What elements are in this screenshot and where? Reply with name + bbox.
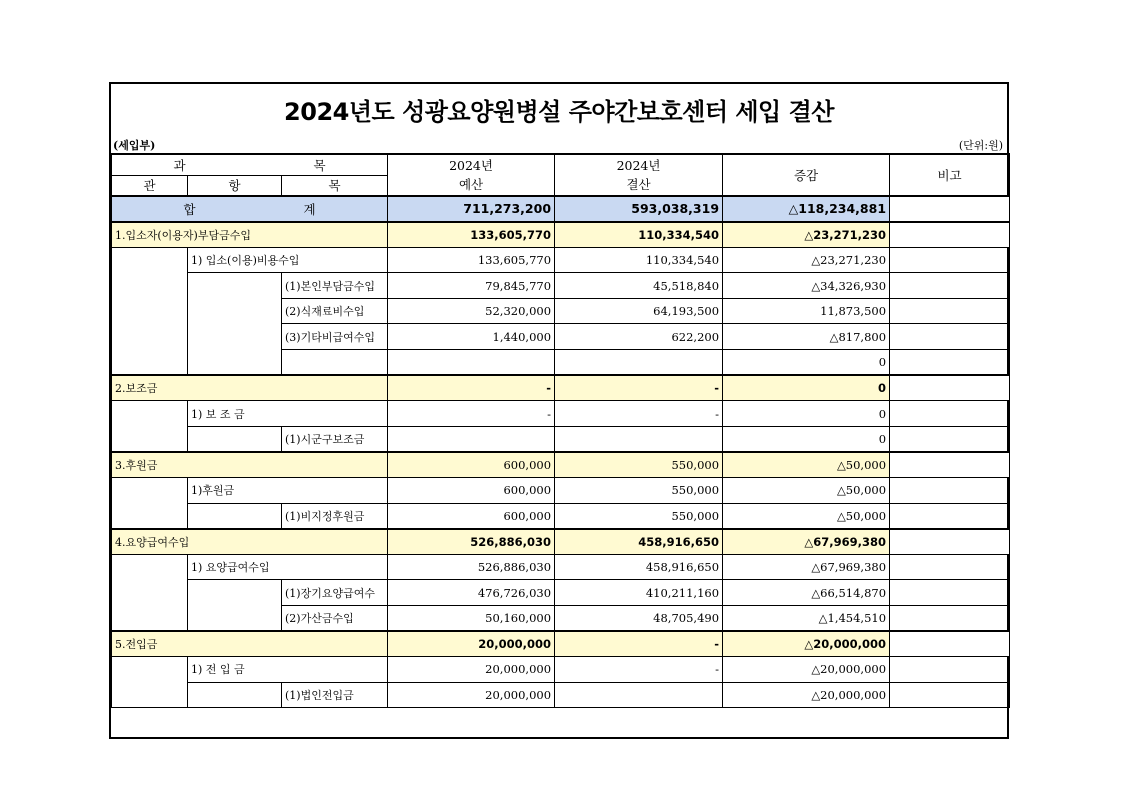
row-change: △20,000,000 — [723, 631, 890, 657]
row-note — [890, 273, 1010, 299]
row-change: △66,514,870 — [723, 580, 890, 606]
row-note — [890, 298, 1010, 324]
row-change: △50,000 — [723, 503, 890, 529]
row-note — [890, 606, 1010, 632]
row-settle: 550,000 — [555, 478, 723, 504]
row-note — [890, 324, 1010, 350]
row-budget: 600,000 — [388, 452, 555, 478]
row-note — [890, 554, 1010, 580]
row-settle: 410,211,160 — [555, 580, 723, 606]
row-settle: - — [555, 401, 723, 427]
row-note — [890, 222, 1010, 248]
header-budget: 예산 — [458, 177, 484, 192]
row-budget — [388, 350, 555, 376]
header-mok2: 목 — [282, 175, 388, 196]
row-settle — [555, 350, 723, 376]
total-budget: 711,273,200 — [388, 196, 555, 222]
hang-label: 1)후원금 — [188, 478, 388, 504]
row-settle: 110,334,540 — [555, 247, 723, 273]
row-settle — [555, 426, 723, 452]
total-change: △118,234,881 — [723, 196, 890, 222]
row-budget: 476,726,030 — [388, 580, 555, 606]
category-label: 2.보조금 — [112, 375, 388, 401]
row-settle: 550,000 — [555, 503, 723, 529]
row-change: △20,000,000 — [723, 682, 890, 708]
row-note — [890, 375, 1010, 401]
total-note — [890, 196, 1010, 222]
category-row — [112, 631, 1010, 657]
row-budget: - — [388, 401, 555, 427]
row-note — [890, 529, 1010, 555]
row-settle: 622,200 — [555, 324, 723, 350]
revenue-table — [111, 153, 1010, 708]
header-hang: 항 — [188, 175, 282, 196]
row-budget: 20,000,000 — [388, 682, 555, 708]
row-budget: 1,440,000 — [388, 324, 555, 350]
row-budget: 20,000,000 — [388, 657, 555, 683]
header-row-1 — [112, 154, 1010, 175]
row-settle: 45,518,840 — [555, 273, 723, 299]
row-note — [890, 426, 1010, 452]
mok-label: (1)법인전입금 — [282, 682, 388, 708]
page-title: 2024년도 성광요양원병설 주야간보호센터 세입 결산 — [284, 98, 834, 126]
row-change: 0 — [723, 350, 890, 376]
row-budget: 133,605,770 — [388, 222, 555, 248]
row-settle: - — [555, 375, 723, 401]
hang-row — [112, 657, 1010, 683]
row-budget: 133,605,770 — [388, 247, 555, 273]
row-budget: 50,160,000 — [388, 606, 555, 632]
header-settle-year: 2024년 — [616, 158, 661, 173]
mok-row — [112, 580, 1010, 606]
hang-blank-cell — [188, 273, 282, 375]
row-change: △50,000 — [723, 478, 890, 504]
row-change: △34,326,930 — [723, 273, 890, 299]
category-label: 3.후원금 — [112, 452, 388, 478]
row-note — [890, 452, 1010, 478]
category-row — [112, 375, 1010, 401]
row-budget: 52,320,000 — [388, 298, 555, 324]
mok-label: (3)기타비급여수입 — [282, 324, 388, 350]
mok-label — [282, 350, 388, 376]
hang-row — [112, 478, 1010, 504]
mok-label: (1)장기요양급여수 — [282, 580, 388, 606]
hang-row — [112, 247, 1010, 273]
category-row — [112, 452, 1010, 478]
row-budget: 526,886,030 — [388, 554, 555, 580]
mok-label: (2)가산금수입 — [282, 606, 388, 632]
row-change: △67,969,380 — [723, 554, 890, 580]
section-label: (세입부) — [113, 139, 156, 152]
mok-row — [112, 426, 1010, 452]
hang-row — [112, 401, 1010, 427]
row-budget: 600,000 — [388, 478, 555, 504]
row-budget — [388, 426, 555, 452]
row-settle: 458,916,650 — [555, 554, 723, 580]
total-label-a: 합 — [183, 201, 196, 217]
header-gwan: 관 — [112, 175, 188, 196]
row-change: △23,271,230 — [723, 222, 890, 248]
row-settle: - — [555, 631, 723, 657]
hang-label: 1) 보 조 금 — [188, 401, 388, 427]
row-change: △67,969,380 — [723, 529, 890, 555]
hang-blank-cell — [188, 426, 282, 452]
hang-label: 1) 입소(이용)비용수입 — [188, 247, 388, 273]
row-note — [890, 350, 1010, 376]
header-gwa: 과 — [173, 157, 186, 173]
category-label: 4.요양급여수입 — [112, 529, 388, 555]
row-note — [890, 580, 1010, 606]
mok-row — [112, 273, 1010, 299]
total-label-b: 계 — [303, 201, 316, 217]
hang-blank-cell — [188, 503, 282, 529]
row-change: △1,454,510 — [723, 606, 890, 632]
header-budget-year: 2024년 — [449, 158, 493, 173]
row-settle: - — [555, 657, 723, 683]
row-change: 0 — [723, 375, 890, 401]
row-note — [890, 631, 1010, 657]
row-change: △50,000 — [723, 452, 890, 478]
row-change: 0 — [723, 426, 890, 452]
row-change: △817,800 — [723, 324, 890, 350]
mok-row — [112, 682, 1010, 708]
row-note — [890, 682, 1010, 708]
hang-row — [112, 554, 1010, 580]
hang-blank-cell — [188, 580, 282, 631]
mok-label: (2)식재료비수입 — [282, 298, 388, 324]
unit-label: (단위:원) — [958, 139, 1003, 152]
row-note — [890, 247, 1010, 273]
total-settle: 593,038,319 — [555, 196, 723, 222]
header-note: 비고 — [890, 154, 1010, 196]
row-change: 11,873,500 — [723, 298, 890, 324]
row-note — [890, 478, 1010, 504]
row-settle: 458,916,650 — [555, 529, 723, 555]
gwan-blank-cell — [112, 657, 188, 708]
gwan-blank-cell — [112, 554, 188, 631]
mok-label: (1)시군구보조금 — [282, 426, 388, 452]
category-label: 1.입소자(이용자)부담금수입 — [112, 222, 388, 248]
row-change: 0 — [723, 401, 890, 427]
mok-label: (1)비지정후원금 — [282, 503, 388, 529]
category-row — [112, 529, 1010, 555]
row-settle: 110,334,540 — [555, 222, 723, 248]
hang-label: 1) 요양급여수입 — [188, 554, 388, 580]
gwan-blank-cell — [112, 478, 188, 529]
row-settle: 64,193,500 — [555, 298, 723, 324]
header-change: 증감 — [723, 154, 890, 196]
row-settle — [555, 682, 723, 708]
category-label: 5.전입금 — [112, 631, 388, 657]
row-budget: 79,845,770 — [388, 273, 555, 299]
header-mok: 목 — [313, 157, 326, 173]
row-budget: 600,000 — [388, 503, 555, 529]
row-change: △20,000,000 — [723, 657, 890, 683]
budget-sheet — [109, 82, 1009, 739]
hang-label: 1) 전 입 금 — [188, 657, 388, 683]
category-row — [112, 222, 1010, 248]
row-note — [890, 401, 1010, 427]
row-settle: 48,705,490 — [555, 606, 723, 632]
mok-label: (1)본인부담금수입 — [282, 273, 388, 299]
row-note — [890, 503, 1010, 529]
row-settle: 550,000 — [555, 452, 723, 478]
row-budget: 526,886,030 — [388, 529, 555, 555]
row-budget: 20,000,000 — [388, 631, 555, 657]
gwan-blank-cell — [112, 247, 188, 375]
header-settle: 결산 — [626, 177, 651, 192]
hang-blank-cell — [188, 682, 282, 708]
mok-row — [112, 503, 1010, 529]
gwan-blank-cell — [112, 401, 188, 452]
row-note — [890, 657, 1010, 683]
row-budget: - — [388, 375, 555, 401]
total-row — [112, 196, 1010, 222]
row-change: △23,271,230 — [723, 247, 890, 273]
